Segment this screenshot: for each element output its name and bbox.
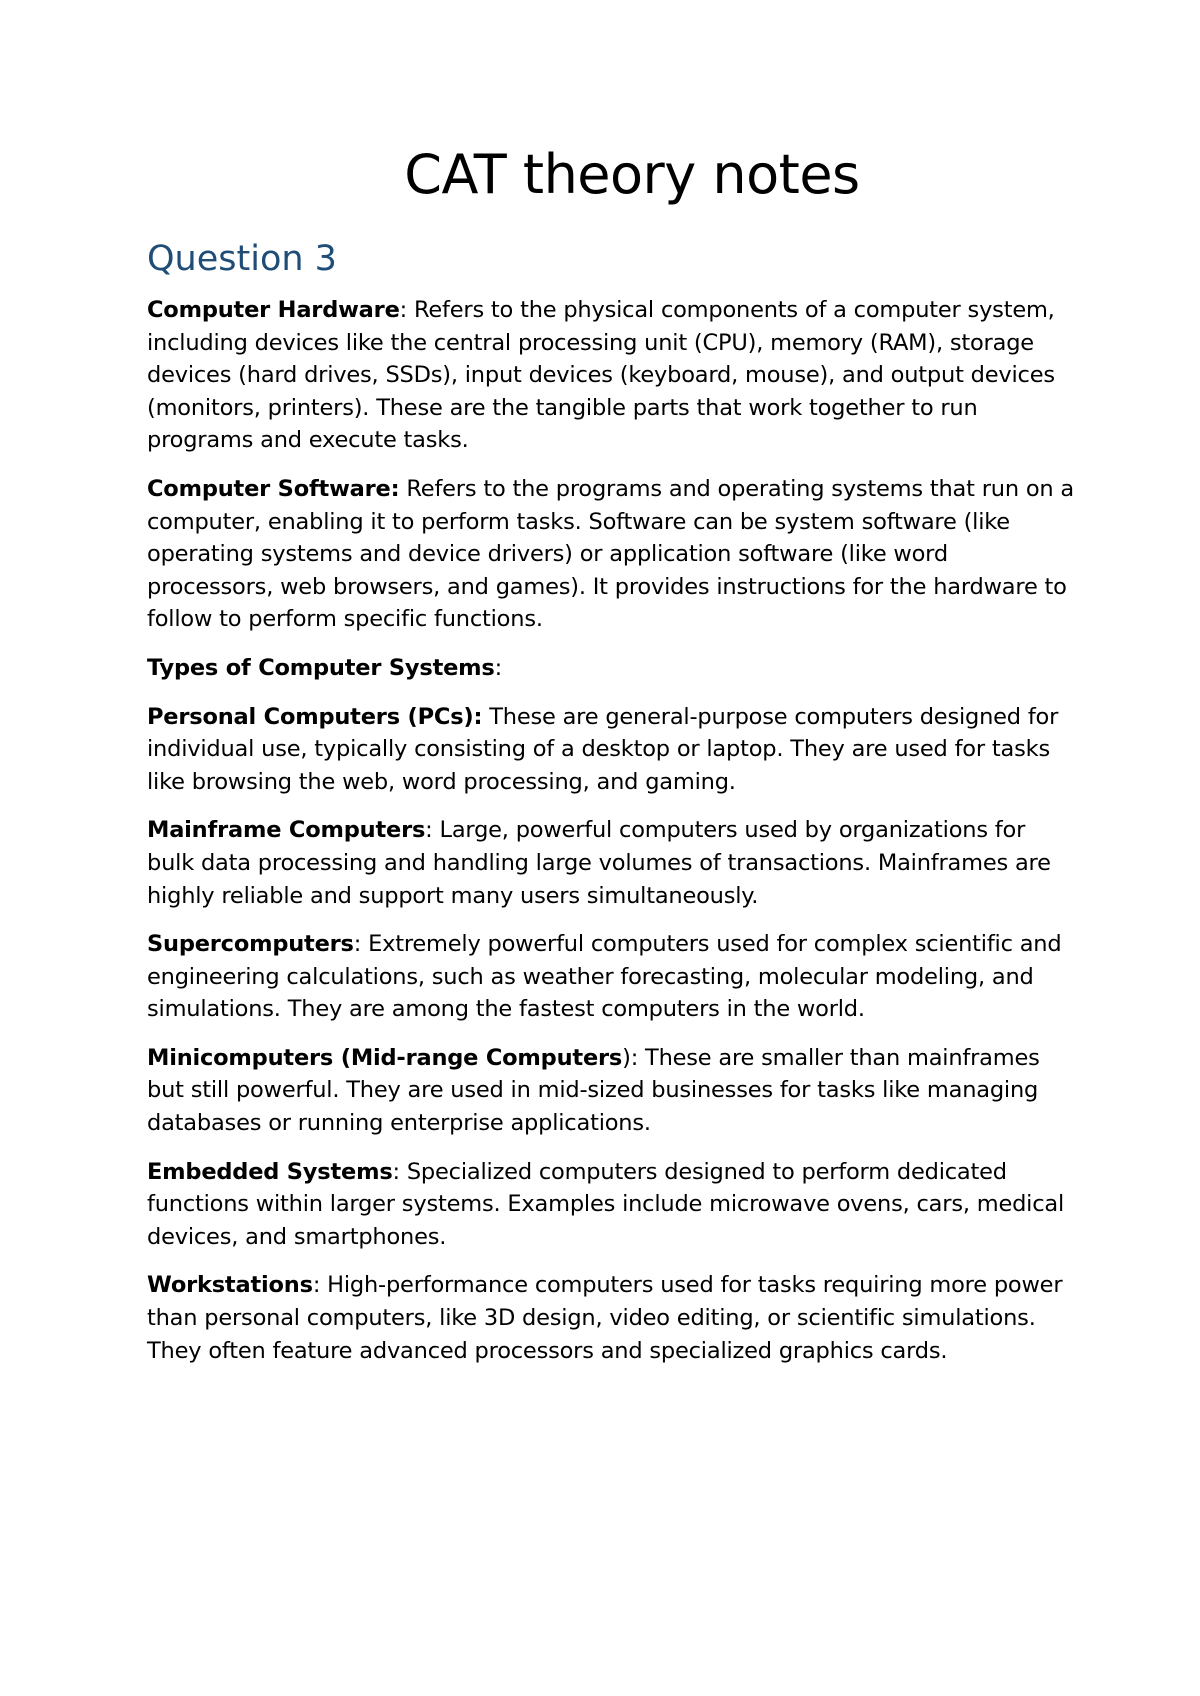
term-suffix: )	[622, 1044, 631, 1071]
term-label: Mainframe Computers	[147, 817, 426, 844]
term-label: Types of Computer Systems	[147, 654, 495, 681]
paragraph-text: : Refers to the physical components of a computer system, including devices like the central processing unit (CPU), memory (RAM), storage devices (hard drives, SSDs), input devices (keyboard, mouse), and output devices (monitors, printers). These are the tangible parts that work together to run programs and execute tasks.	[147, 297, 1055, 454]
document-title: CAT theory notes	[404, 143, 860, 206]
term-label: Supercomputers	[147, 931, 354, 958]
paragraph-text: Refers to the programs and operating systems that run on a computer, enabling it to perform tasks. Software can be system software (like operating systems and device drivers) or application software (like word processors, web browsers, and games). It provides instructions for the hardware to follow to perform specific functions.	[147, 475, 1074, 633]
paragraph-software	[147, 473, 1077, 636]
section-heading: Question 3	[147, 239, 337, 279]
paragraph-personal-computers	[147, 701, 1077, 799]
paragraph-workstations	[147, 1269, 1077, 1367]
paragraph-text: : These are smaller than mainframes but still powerful. They are used in mid-sized businesses for tasks like managing databases or running enterprise applications.	[147, 1044, 1040, 1137]
paragraph-minicomputers	[147, 1042, 1077, 1140]
paragraph-text: : Extremely powerful computers used for complex scientific and engineering calculations, such as weather forecasting, molecular modeling, and simulations. They are among the fastest computers in the world.	[147, 931, 1062, 1023]
document-page	[147, 140, 1077, 1383]
paragraph-text: : High-performance computers used for tasks requiring more power than personal computers, like 3D design, video editing, or scientific simulations. They often feature advanced processors and specialized graphics cards.	[147, 1272, 1063, 1364]
paragraph-supercomputers	[147, 928, 1077, 1026]
paragraph-mainframe	[147, 814, 1077, 912]
term-label: Computer Software:	[147, 475, 400, 502]
paragraph-text: : Specialized computers designed to perform dedicated functions within larger systems. Examples include microwave ovens, cars, medical devices, and smartphones.	[147, 1158, 1065, 1250]
term-label: Personal Computers (PCs):	[147, 703, 483, 730]
paragraph-text: : Large, powerful computers used by organizations for bulk data processing and handling large volumes of transactions. Mainframes are highly reliable and support many users simultaneously.	[147, 817, 1051, 909]
term-label: Minicomputers (Mid-range Computers	[147, 1044, 623, 1071]
term-label: Computer Hardware	[147, 297, 400, 323]
paragraph-text: These are general-purpose computers designed for individual use, typically consisting of a desktop or laptop. They are used for tasks like browsing the web, word processing, and gaming.	[147, 703, 1059, 795]
paragraph-embedded-systems	[147, 1156, 1077, 1254]
paragraph-hardware	[147, 294, 1077, 457]
paragraph-types-heading	[147, 652, 1077, 685]
paragraph-text: :	[494, 654, 503, 681]
term-label: Workstations	[147, 1272, 313, 1299]
term-label: Embedded Systems	[147, 1158, 393, 1185]
